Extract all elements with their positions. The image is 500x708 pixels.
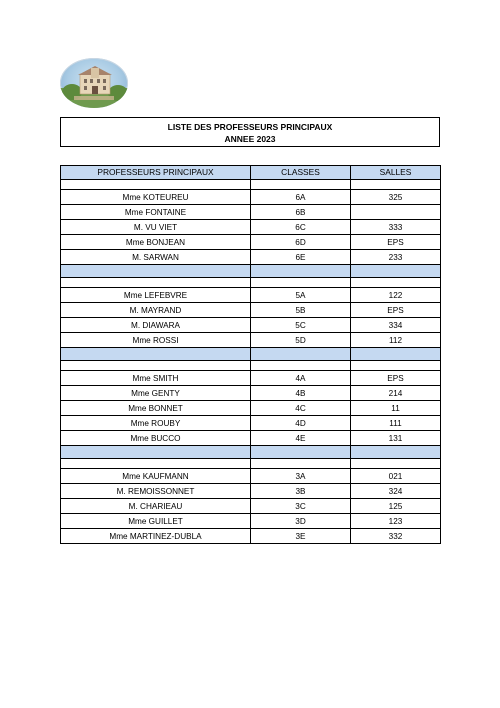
table-row — [61, 431, 441, 446]
table-row — [61, 303, 441, 318]
blank-row — [61, 180, 441, 190]
room-number: 111 — [351, 416, 441, 431]
class-code: 6E — [251, 250, 351, 265]
room-number: 112 — [351, 333, 441, 348]
empty-cell — [351, 361, 441, 371]
class-code: 6A — [251, 190, 351, 205]
room-number: EPS — [351, 303, 441, 318]
teacher-name: Mme FONTAINE — [61, 205, 251, 220]
teacher-name: Mme KOTEUREU — [61, 190, 251, 205]
room-number: EPS — [351, 371, 441, 386]
class-code: 4B — [251, 386, 351, 401]
table-row — [61, 190, 441, 205]
document-title: LISTE DES PROFESSEURS PRINCIPAUX — [167, 122, 333, 132]
empty-cell — [61, 361, 251, 371]
table-header-row — [61, 166, 441, 180]
table-row — [61, 469, 441, 484]
class-code: 3D — [251, 514, 351, 529]
teacher-name: Mme GUILLET — [61, 514, 251, 529]
class-code: 4D — [251, 416, 351, 431]
teacher-name: Mme BONJEAN — [61, 235, 251, 250]
room-number: 332 — [351, 529, 441, 544]
blank-row — [61, 459, 441, 469]
room-number: 123 — [351, 514, 441, 529]
empty-cell — [351, 348, 441, 361]
teacher-name: M. DIAWARA — [61, 318, 251, 333]
empty-cell — [61, 265, 251, 278]
class-code: 6C — [251, 220, 351, 235]
class-code: 3E — [251, 529, 351, 544]
class-code: 5B — [251, 303, 351, 318]
class-code: 3B — [251, 484, 351, 499]
blank-row — [61, 361, 441, 371]
separator-row — [61, 348, 441, 361]
table-row — [61, 318, 441, 333]
room-number: 334 — [351, 318, 441, 333]
empty-cell — [351, 278, 441, 288]
header-teachers: PROFESSEURS PRINCIPAUX — [61, 166, 251, 180]
table-row — [61, 250, 441, 265]
table-row — [61, 499, 441, 514]
empty-cell — [351, 459, 441, 469]
class-code: 3C — [251, 499, 351, 514]
class-code: 4A — [251, 371, 351, 386]
teachers-table — [60, 165, 441, 544]
title-box — [60, 117, 440, 147]
teacher-name: Mme BONNET — [61, 401, 251, 416]
separator-row — [61, 265, 441, 278]
empty-cell — [351, 265, 441, 278]
table-row — [61, 416, 441, 431]
teacher-name: M. SARWAN — [61, 250, 251, 265]
class-code: 4E — [251, 431, 351, 446]
empty-cell — [351, 180, 441, 190]
class-code: 5C — [251, 318, 351, 333]
header-classes: CLASSES — [251, 166, 351, 180]
class-code: 4C — [251, 401, 351, 416]
teacher-name: M. MAYRAND — [61, 303, 251, 318]
teacher-name: Mme KAUFMANN — [61, 469, 251, 484]
empty-cell — [61, 459, 251, 469]
table-row — [61, 333, 441, 348]
room-number: 122 — [351, 288, 441, 303]
blank-row — [61, 278, 441, 288]
room-number: 333 — [351, 220, 441, 235]
table-row — [61, 288, 441, 303]
teacher-name: Mme SMITH — [61, 371, 251, 386]
empty-cell — [61, 348, 251, 361]
empty-cell — [251, 265, 351, 278]
teacher-name: Mme MARTINEZ-DUBLA — [61, 529, 251, 544]
empty-cell — [251, 348, 351, 361]
empty-cell — [251, 446, 351, 459]
empty-cell — [61, 278, 251, 288]
room-number: 131 — [351, 431, 441, 446]
teacher-name: M. VU VIET — [61, 220, 251, 235]
empty-cell — [251, 361, 351, 371]
room-number: 021 — [351, 469, 441, 484]
teacher-name: Mme BUCCO — [61, 431, 251, 446]
table-row — [61, 235, 441, 250]
teacher-name: Mme GENTY — [61, 386, 251, 401]
empty-cell — [61, 446, 251, 459]
empty-cell — [351, 446, 441, 459]
room-number: 125 — [351, 499, 441, 514]
separator-row — [61, 446, 441, 459]
table-row — [61, 220, 441, 235]
empty-cell — [251, 180, 351, 190]
class-code: 5D — [251, 333, 351, 348]
teacher-name: Mme ROSSI — [61, 333, 251, 348]
class-code: 6B — [251, 205, 351, 220]
room-number: 325 — [351, 190, 441, 205]
room-number: 233 — [351, 250, 441, 265]
room-number: EPS — [351, 235, 441, 250]
empty-cell — [251, 278, 351, 288]
class-code: 5A — [251, 288, 351, 303]
document-year: ANNEE 2023 — [224, 134, 276, 144]
room-number: 214 — [351, 386, 441, 401]
table-row — [61, 401, 441, 416]
teacher-name: Mme ROUBY — [61, 416, 251, 431]
table-row — [61, 514, 441, 529]
table-row — [61, 484, 441, 499]
empty-cell — [251, 459, 351, 469]
room-number: 324 — [351, 484, 441, 499]
teacher-name: Mme LEFEBVRE — [61, 288, 251, 303]
empty-cell — [61, 180, 251, 190]
room-number — [351, 205, 441, 220]
table-row — [61, 371, 441, 386]
teacher-name: M. REMOISSONNET — [61, 484, 251, 499]
class-code: 3A — [251, 469, 351, 484]
teacher-name: M. CHARIEAU — [61, 499, 251, 514]
school-building-image — [60, 58, 128, 108]
table-row — [61, 386, 441, 401]
school-logo — [60, 58, 128, 108]
header-rooms: SALLES — [351, 166, 441, 180]
room-number: 11 — [351, 401, 441, 416]
table-row — [61, 205, 441, 220]
table-row — [61, 529, 441, 544]
class-code: 6D — [251, 235, 351, 250]
